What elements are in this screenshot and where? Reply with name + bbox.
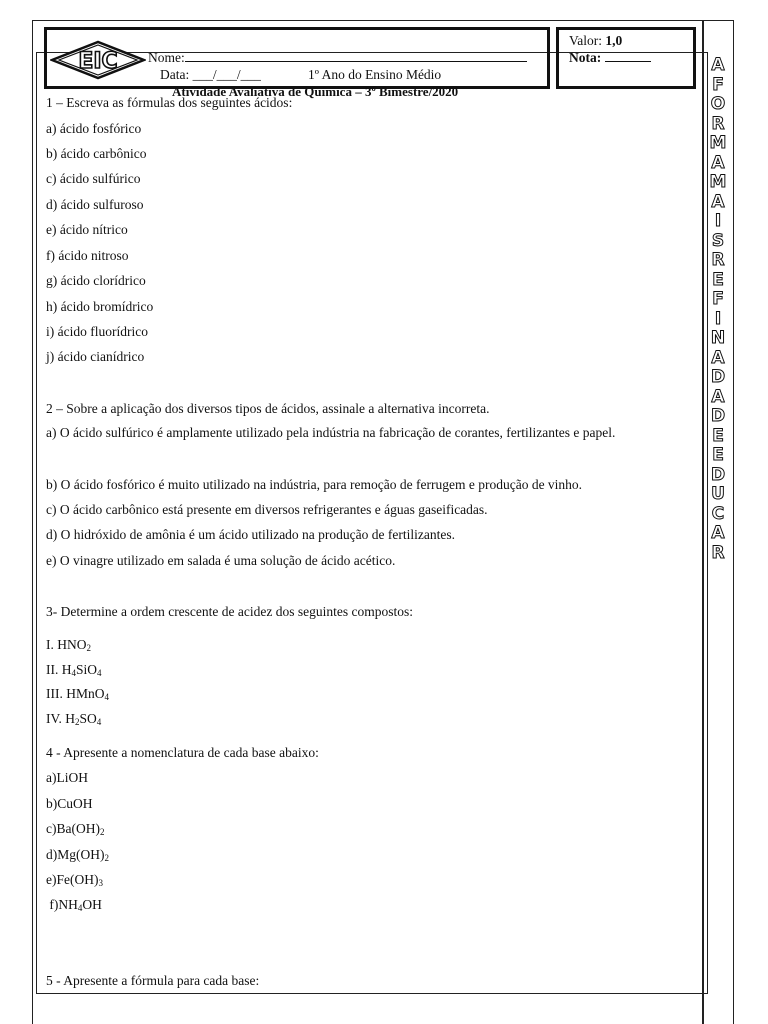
q4-base-e: $e)Fe(OH)_3$ <box>46 872 103 888</box>
q1-item-h: h) ácido bromídrico <box>46 299 154 314</box>
value-amount: 1,0 <box>605 33 623 48</box>
side-slogan-letter: A <box>711 523 725 543</box>
q2-option-e: e) O vinagre utilizado em salada é uma solução de ácido acético. <box>46 553 396 568</box>
side-slogan-letter: E <box>712 269 724 290</box>
q1-item-d: d) ácido sulfuroso <box>46 197 144 212</box>
side-slogan-letter: F <box>712 74 724 95</box>
q1-item-j: j) ácido cianídrico <box>46 349 145 364</box>
logo-text: EIC <box>78 49 118 74</box>
value-line <box>569 33 622 49</box>
side-slogan-letter: N <box>710 328 726 348</box>
value-label: Valor: <box>569 33 602 48</box>
side-slogan-letter: A <box>711 152 725 173</box>
side-slogan-letter: D <box>710 464 726 485</box>
side-slogan-letter: D <box>710 367 726 387</box>
page-inner-frame <box>36 52 708 994</box>
side-slogan-letter: E <box>712 445 724 465</box>
side-slogan-letter: A <box>711 386 725 407</box>
side-slogan-letter: I <box>714 211 722 231</box>
q4-base-d: $d)Mg(OH)_2$ <box>46 847 109 863</box>
side-slogan-letter: A <box>711 55 725 75</box>
side-slogan-letter: R <box>711 542 725 563</box>
q2-option-a: a) O ácido sulfúrico é amplamente utilizado pela indústria na fabricação de corantes, fertilizantes e papel. <box>46 425 616 440</box>
side-slogan-letter: I <box>714 308 722 329</box>
activity-title: Atividade Avaliativa de Química – 3º Bimestre/2020 <box>172 84 459 99</box>
date-field[interactable] <box>160 67 261 83</box>
side-slogan-letter: R <box>711 250 725 270</box>
name-label: Nome: <box>148 50 185 65</box>
side-slogan-letter: C <box>711 503 725 524</box>
q1-item-a: a) ácido fosfórico <box>46 121 142 136</box>
q1-item-c: c) ácido sulfúrico <box>46 171 141 186</box>
q1-item-i: i) ácido fluorídrico <box>46 324 148 339</box>
q1-item-g: g) ácido clorídrico <box>46 273 146 288</box>
q3-compound-iii: III. HMnO$_4$ <box>46 686 109 702</box>
side-strip-divider <box>702 20 704 1024</box>
side-slogan-letter: D <box>710 406 726 426</box>
q2-option-d: d) O hidróxido de amônia é um ácido utilizado na produção de fertilizantes. <box>46 527 455 542</box>
q3-compound-ii: II. $H_4SiO_4$ <box>46 662 102 678</box>
name-field[interactable] <box>148 49 527 66</box>
name-blank[interactable] <box>185 49 527 62</box>
q2-option-c: c) O ácido carbônico está presente em diversos refrigerantes e águas gaseificadas. <box>46 502 488 517</box>
side-slogan-letter: A <box>711 191 725 212</box>
side-slogan-letter: O <box>710 94 726 114</box>
grade-level: 1º Ano do Ensino Médio <box>308 67 442 82</box>
q3-compound-iv: IV. $H_2SO_4$ <box>46 711 102 727</box>
side-slogan-letter: M <box>709 172 727 192</box>
q4-base-c: $c)Ba(OH)_2$ <box>46 821 105 837</box>
q4-base-b: b)CuOH <box>46 796 93 811</box>
q1-item-e: e) ácido nítrico <box>46 222 128 237</box>
date-label: Data: ___/___/___ <box>160 67 261 82</box>
q2-option-b: b) O ácido fosfórico é muito utilizado na indústria, para remoção de ferrugem e produção de vinho. <box>46 477 583 492</box>
side-slogan-letter: A <box>711 347 725 368</box>
side-slogan-letter: M <box>709 133 727 153</box>
side-slogan-letter: R <box>711 113 725 134</box>
q3-prompt: 3- Determine a ordem crescente de acidez dos seguintes compostos: <box>46 604 413 619</box>
school-logo <box>50 40 146 80</box>
q2-prompt: 2 – Sobre a aplicação dos diversos tipos de ácidos, assinale a alternativa incorreta. <box>46 401 490 416</box>
side-slogan-letter: U <box>711 484 725 504</box>
nota-blank[interactable] <box>605 51 651 62</box>
side-slogan-letter: E <box>712 425 724 446</box>
q1-prompt: 1 – Escreva as fórmulas dos seguintes ácidos: <box>46 95 293 110</box>
side-slogan-letter: S <box>711 230 725 251</box>
q3-compound-i: I. $HNO_2$ <box>46 637 91 653</box>
q5-prompt: 5 - Apresente a fórmula para cada base: <box>46 973 260 988</box>
q1-item-b: b) ácido carbônico <box>46 146 147 161</box>
side-slogan-letter: F <box>712 289 724 309</box>
side-slogan <box>706 56 730 1024</box>
q1-item-f: f) ácido nitroso <box>46 248 129 263</box>
q4-base-a: a)LiOH <box>46 770 88 785</box>
q4-base-f: $f)NH_4OH$ <box>46 897 102 913</box>
nota-field[interactable] <box>569 50 651 66</box>
nota-label: Nota: <box>569 50 602 65</box>
q4-prompt: 4 - Apresente a nomenclatura de cada base abaixo: <box>46 745 319 760</box>
